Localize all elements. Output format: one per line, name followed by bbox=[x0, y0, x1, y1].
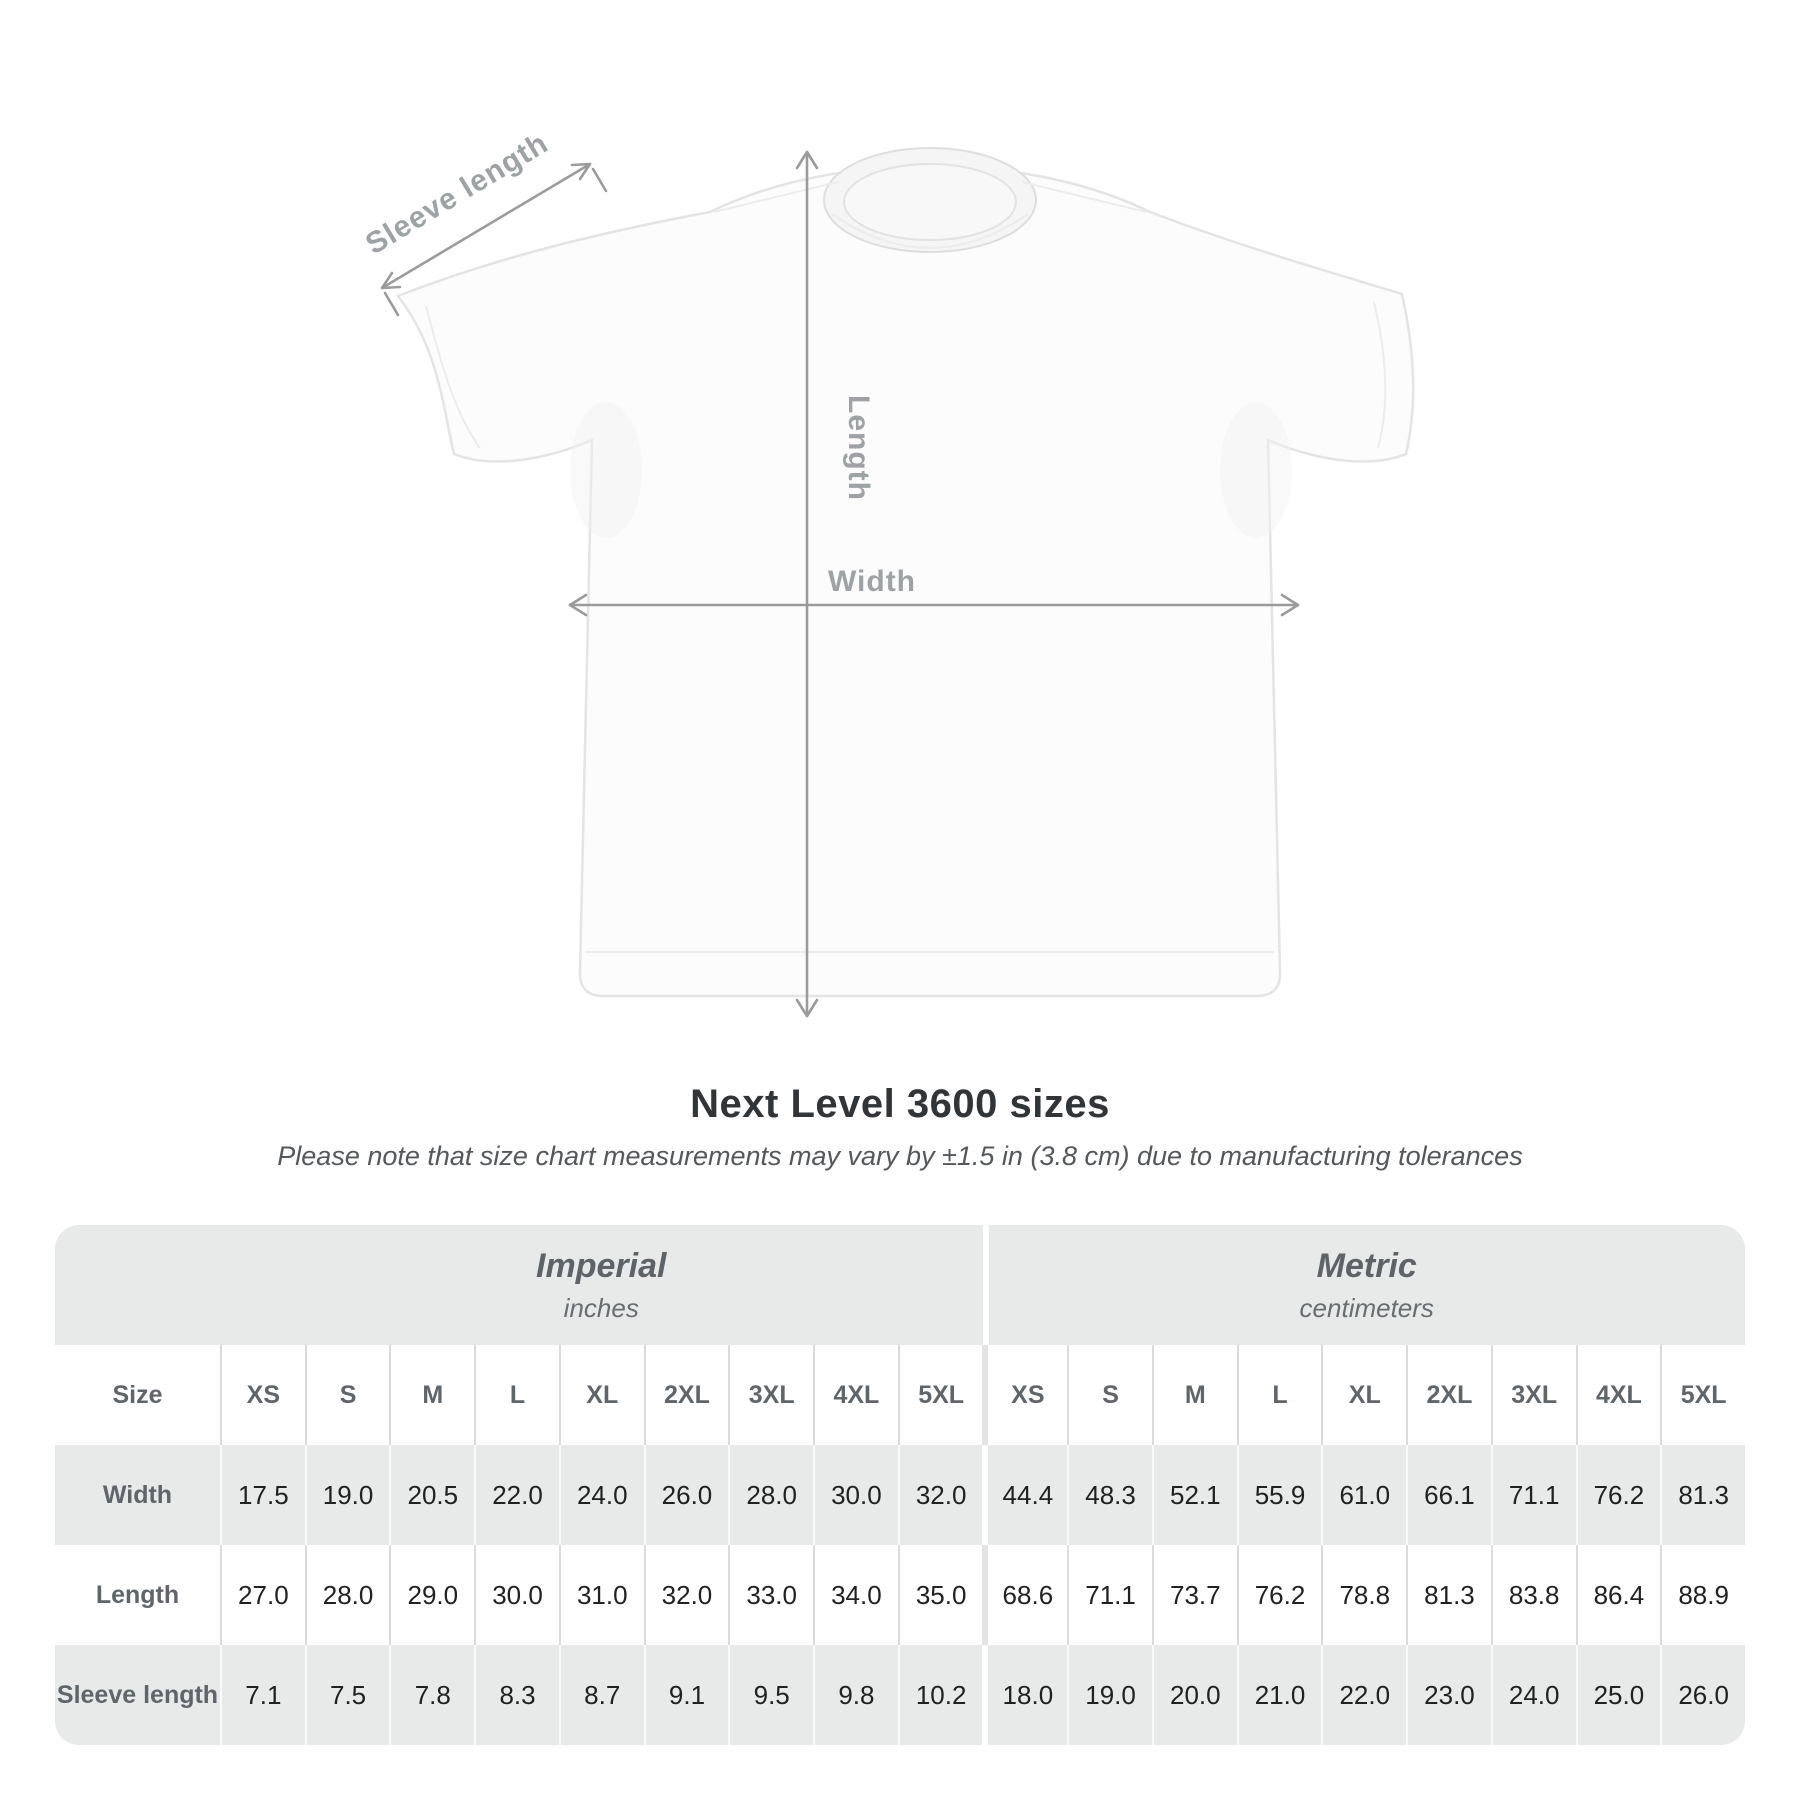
size-col-header: XS bbox=[220, 1345, 305, 1445]
value-cell: 23.0 bbox=[1406, 1645, 1491, 1745]
value-cell: 86.4 bbox=[1576, 1545, 1661, 1645]
value-cell: 20.0 bbox=[1152, 1645, 1237, 1745]
collar-inner bbox=[844, 164, 1016, 240]
value-cell: 33.0 bbox=[728, 1545, 813, 1645]
size-col-header: S bbox=[1067, 1345, 1152, 1445]
metric-header bbox=[983, 1225, 1746, 1345]
row-label-length: Length bbox=[95, 1580, 180, 1609]
value-cell: 28.0 bbox=[305, 1545, 390, 1645]
size-col-header: XL bbox=[1321, 1345, 1406, 1445]
size-col-header: M bbox=[1152, 1345, 1237, 1445]
size-col-header: XL bbox=[559, 1345, 644, 1445]
imperial-header-label: Imperial bbox=[536, 1246, 667, 1285]
value-cell: 66.1 bbox=[1406, 1445, 1491, 1545]
value-cell: 34.0 bbox=[813, 1545, 898, 1645]
value-cell: 9.8 bbox=[813, 1645, 898, 1745]
size-col-header: S bbox=[305, 1345, 390, 1445]
underarm-shading-right bbox=[1220, 402, 1292, 538]
size-col-header: 2XL bbox=[1406, 1345, 1491, 1445]
row-label-width: Width bbox=[102, 1480, 173, 1509]
value-cell: 17.5 bbox=[220, 1445, 305, 1545]
value-cell: 19.0 bbox=[305, 1445, 390, 1545]
size-col-header: M bbox=[389, 1345, 474, 1445]
size-col-header: 2XL bbox=[644, 1345, 729, 1445]
value-cell: 52.1 bbox=[1152, 1445, 1237, 1545]
value-cell: 7.1 bbox=[220, 1645, 305, 1745]
value-cell: 19.0 bbox=[1067, 1645, 1152, 1745]
value-cell: 71.1 bbox=[1067, 1545, 1152, 1645]
sleeve-length-row bbox=[55, 1645, 1745, 1745]
value-cell: 26.0 bbox=[1660, 1645, 1745, 1745]
size-header-row bbox=[55, 1345, 1745, 1445]
value-cell: 20.5 bbox=[389, 1445, 474, 1545]
size-col-header: L bbox=[1237, 1345, 1322, 1445]
underarm-shading-left bbox=[570, 402, 642, 538]
value-cell: 24.0 bbox=[559, 1445, 644, 1545]
page-title: Next Level 3600 sizes bbox=[690, 1082, 1110, 1126]
width-row bbox=[55, 1445, 1745, 1545]
value-cell: 71.1 bbox=[1491, 1445, 1576, 1545]
size-col-header: 5XL bbox=[898, 1345, 983, 1445]
value-cell: 88.9 bbox=[1660, 1545, 1745, 1645]
value-cell: 26.0 bbox=[644, 1445, 729, 1545]
value-cell: 81.3 bbox=[1406, 1545, 1491, 1645]
metric-header-unit: centimeters bbox=[1299, 1292, 1434, 1323]
value-cell: 48.3 bbox=[1067, 1445, 1152, 1545]
value-cell: 7.5 bbox=[305, 1645, 390, 1745]
value-cell: 32.0 bbox=[898, 1445, 983, 1545]
value-cell: 30.0 bbox=[474, 1545, 559, 1645]
value-cell: 10.2 bbox=[898, 1645, 983, 1745]
size-col-header: 3XL bbox=[1491, 1345, 1576, 1445]
value-cell: 24.0 bbox=[1491, 1645, 1576, 1745]
metric-header-label: Metric bbox=[1316, 1246, 1417, 1285]
value-cell: 81.3 bbox=[1660, 1445, 1745, 1545]
size-header-label: Size bbox=[112, 1380, 163, 1409]
value-cell: 22.0 bbox=[1321, 1645, 1406, 1745]
value-cell: 27.0 bbox=[220, 1545, 305, 1645]
size-chart-table bbox=[55, 1225, 1745, 1745]
imperial-header-unit: inches bbox=[563, 1292, 639, 1323]
value-cell: 55.9 bbox=[1237, 1445, 1322, 1545]
value-cell: 76.2 bbox=[1237, 1545, 1322, 1645]
value-cell: 21.0 bbox=[1237, 1645, 1322, 1745]
value-cell: 61.0 bbox=[1321, 1445, 1406, 1545]
value-cell: 76.2 bbox=[1576, 1445, 1661, 1545]
size-col-header: 4XL bbox=[1576, 1345, 1661, 1445]
imperial-header bbox=[220, 1225, 983, 1345]
value-cell: 8.3 bbox=[474, 1645, 559, 1745]
value-cell: 28.0 bbox=[728, 1445, 813, 1545]
size-col-header: XS bbox=[982, 1345, 1067, 1445]
value-cell: 29.0 bbox=[389, 1545, 474, 1645]
size-col-header: 5XL bbox=[1660, 1345, 1745, 1445]
value-cell: 8.7 bbox=[559, 1645, 644, 1745]
value-cell: 30.0 bbox=[813, 1445, 898, 1545]
width-label: Width bbox=[827, 565, 917, 598]
length-row bbox=[55, 1545, 1745, 1645]
value-cell: 7.8 bbox=[389, 1645, 474, 1745]
unit-header-spacer bbox=[55, 1225, 220, 1345]
value-cell: 22.0 bbox=[474, 1445, 559, 1545]
row-label-sleeve-length: Sleeve length bbox=[56, 1680, 219, 1709]
size-col-header: 3XL bbox=[728, 1345, 813, 1445]
value-cell: 9.5 bbox=[728, 1645, 813, 1745]
unit-header-row bbox=[55, 1225, 1745, 1345]
tolerance-note: Please note that size chart measurements may vary by ±1.5 in (3.8 cm) due to manufacturing tolerances bbox=[277, 1141, 1523, 1171]
sleeve-length-label: Sleeve length bbox=[360, 126, 555, 262]
value-cell: 25.0 bbox=[1576, 1645, 1661, 1745]
value-cell: 83.8 bbox=[1491, 1545, 1576, 1645]
value-cell: 18.0 bbox=[982, 1645, 1067, 1745]
value-cell: 68.6 bbox=[982, 1545, 1067, 1645]
value-cell: 31.0 bbox=[559, 1545, 644, 1645]
value-cell: 44.4 bbox=[982, 1445, 1067, 1545]
title-block bbox=[0, 1082, 1800, 1172]
value-cell: 32.0 bbox=[644, 1545, 729, 1645]
value-cell: 78.8 bbox=[1321, 1545, 1406, 1645]
size-col-header: L bbox=[474, 1345, 559, 1445]
length-label: Length bbox=[842, 395, 875, 501]
value-cell: 73.7 bbox=[1152, 1545, 1237, 1645]
size-col-header: 4XL bbox=[813, 1345, 898, 1445]
value-cell: 35.0 bbox=[898, 1545, 983, 1645]
value-cell: 9.1 bbox=[644, 1645, 729, 1745]
